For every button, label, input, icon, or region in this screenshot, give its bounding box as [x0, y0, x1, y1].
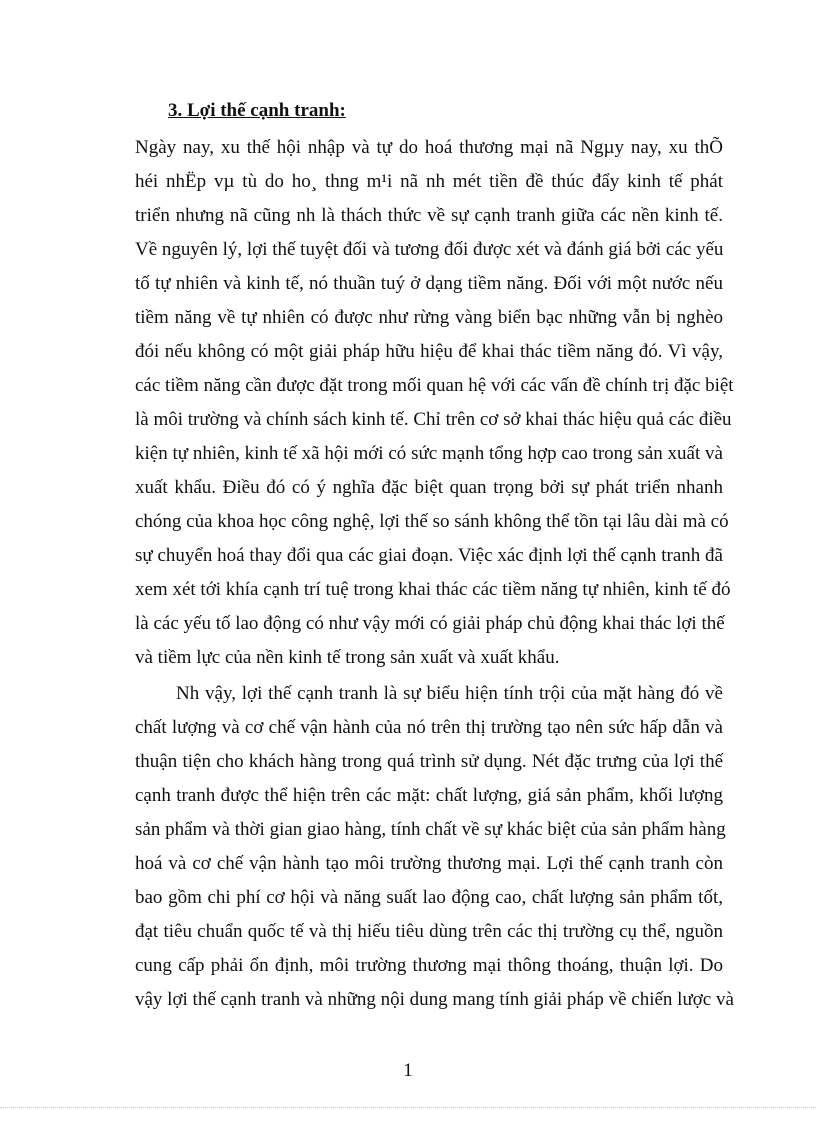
text-line: vậy lợi thế cạnh tranh và những nội dung mang tính giải pháp về chiến lược và — [135, 989, 734, 1010]
text-line: hoá và cơ chế vận hành tạo môi trường thương mại. Lợi thế cạnh tranh còn — [135, 853, 723, 874]
text-line: xuất khẩu. Điều đó có ý nghĩa đặc biệt quan trọng bởi sự phát triển nhanh — [135, 477, 723, 498]
text-line: là môi trường và chính sách kinh tế. Chỉ trên cơ sở khai thác hiệu quả các điều — [135, 409, 732, 430]
text-line: héi nhËp vµ tù do ho¸ thng m¹i nã nh mét tiền đề thúc đẩy kinh tế phát — [135, 171, 723, 192]
text-line: và tiềm lực của nền kinh tế trong sản xuất và xuất khẩu. — [135, 647, 560, 668]
text-line: chất lượng và cơ chế vận hành của nó trên thị trường tạo nên sức hấp dẫn và — [135, 717, 723, 738]
text-line: các tiềm năng cần được đặt trong mối quan hệ với các vấn đề chính trị đặc biệt — [135, 375, 734, 396]
text-line: chóng của khoa học công nghệ, lợi thế so sánh không thể tồn tại lâu dài mà có — [135, 511, 729, 532]
text-line: tiềm năng về tự nhiên có được như rừng vàng biển bạc những vẫn bị nghèo — [135, 307, 723, 328]
text-line: cung cấp phải ổn định, môi trường thương mại thông thoáng, thuận lợi. Do — [135, 955, 723, 976]
text-line: sản phẩm và thời gian giao hàng, tính chất về sự khác biệt của sản phẩm hàng — [135, 819, 726, 840]
text-line: đói nếu không có một giải pháp hữu hiệu để khai thác tiềm năng đó. Vì vậy, — [135, 341, 723, 362]
text-line: kiện tự nhiên, kinh tế xã hội mới có sức mạnh tổng hợp cao trong sản xuất và — [135, 443, 723, 464]
text-line: Nh vậy, lợi thế cạnh tranh là sự biểu hiện tính trội của mặt hàng đó về — [176, 683, 723, 704]
text-line: bao gồm chi phí cơ hội và năng suất lao động cao, chất lượng sản phẩm tốt, — [135, 887, 723, 908]
text-line: thuận tiện cho khách hàng trong quá trình sử dụng. Nét đặc trưng của lợi thế — [135, 751, 723, 772]
text-line: đạt tiêu chuẩn quốc tế và thị hiếu tiêu dùng trên các thị trường cụ thể, nguồn — [135, 921, 723, 942]
section-heading: 3. Lợi thế cạnh tranh: — [168, 100, 346, 121]
text-line: là các yếu tố lao động có như vậy mới có giải pháp chủ động khai thác lợi thế — [135, 613, 725, 634]
text-line: sự chuyển hoá thay đổi qua các giai đoạn. Việc xác định lợi thế cạnh tranh đã — [135, 545, 723, 566]
text-line: Về nguyên lý, lợi thế tuyệt đối và tương đối được xét và đánh giá bởi các yếu — [135, 239, 724, 260]
page-number: 1 — [403, 1060, 413, 1081]
footer-divider — [0, 1107, 816, 1108]
text-line: tố tự nhiên và kinh tế, nó thuần tuý ở dạng tiềm năng. Đối với một nước nếu — [135, 273, 723, 294]
text-line: xem xét tới khía cạnh trí tuệ trong khai thác các tiềm năng tự nhiên, kinh tế đó — [135, 579, 731, 600]
text-line: cạnh tranh được thể hiện trên các mặt: chất lượng, giá sản phẩm, khối lượng — [135, 785, 723, 806]
text-line: Ngày nay, xu thế hội nhập và tự do hoá thương mại nã Ngµy nay, xu thÕ — [135, 137, 723, 158]
text-line: triển nhưng nã cũng nh là thách thức về sự cạnh tranh giữa các nền kinh tế. — [135, 205, 723, 226]
